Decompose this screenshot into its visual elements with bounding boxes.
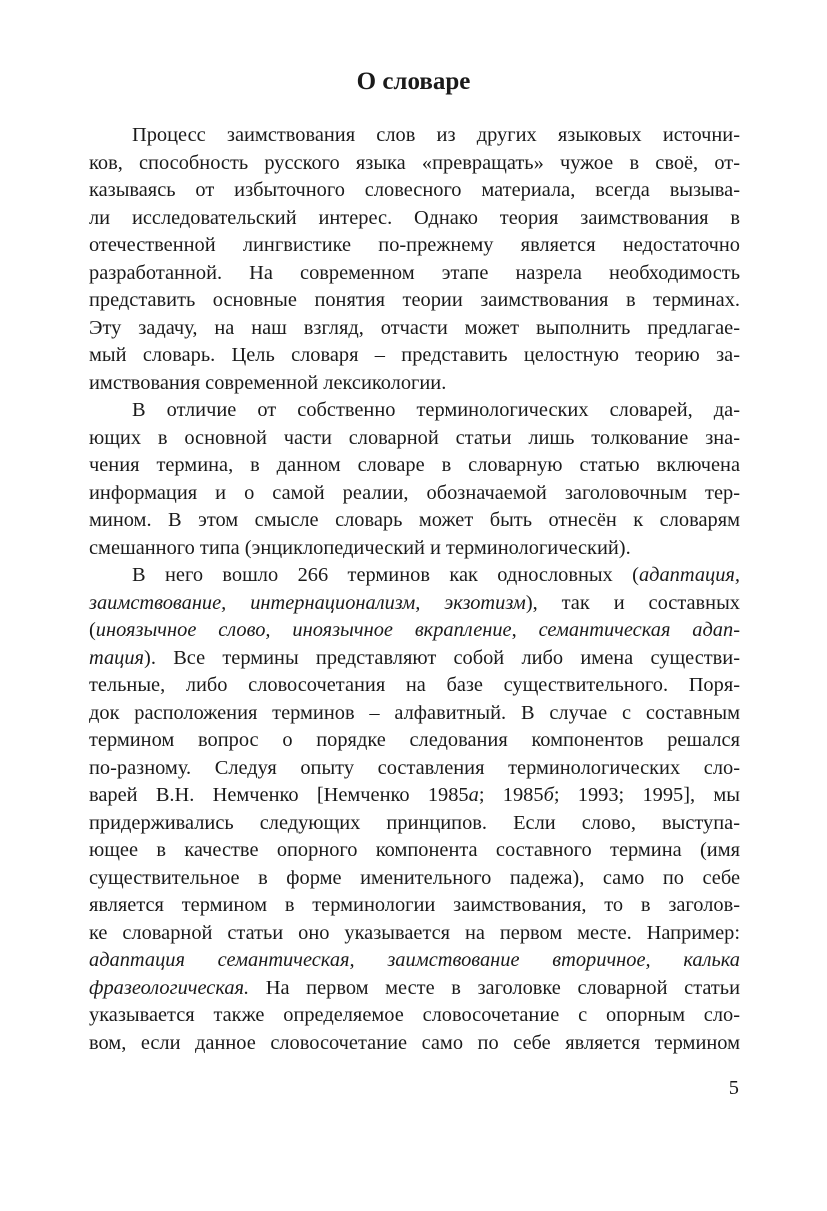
text-segment: разработанной. На современном этапе назрела необходимость xyxy=(89,261,740,284)
text-line xyxy=(89,397,740,425)
text-segment: отечественной лингвистике по-прежнему является недостаточно xyxy=(89,234,740,256)
text-segment: имствования современной лексикологии. xyxy=(89,371,447,394)
text-line xyxy=(89,975,740,1003)
italic-term: иноязычное слово, иноязычное вкрапление xyxy=(95,619,512,641)
text-line xyxy=(89,562,740,590)
text-line xyxy=(89,645,740,673)
text-line xyxy=(89,837,740,865)
text-segment: ющее в качестве опорного компонента составного термина (имя xyxy=(89,839,740,861)
text-segment: ков, способность русского языка «превращать» чужое в своё, от- xyxy=(89,151,740,174)
text-segment: смешанного типа (энциклопедический и терминологический). xyxy=(89,536,631,559)
text-segment: варей В.Н. Немченко [Немченко 1985 xyxy=(89,784,469,806)
text-line xyxy=(89,342,740,370)
italic-term: адаптация, xyxy=(638,564,740,586)
text-segment: ( xyxy=(89,619,96,641)
text-segment: ющих в основной части словарной статьи лишь толкование зна- xyxy=(89,426,740,449)
text-line xyxy=(89,1030,740,1058)
italic-term: заимствование, интернационализм, экзотизм xyxy=(89,591,526,614)
text-segment: придерживались следующих принципов. Если слово, выступа- xyxy=(89,811,740,834)
text-segment: мый словарь. Цель словаря – представить целостную теорию за- xyxy=(89,344,740,366)
text-segment: чения термина, в данном словаре в словарную статью включена xyxy=(89,454,740,476)
text-segment: В отличие от собственно терминологических словарей, да- xyxy=(132,399,740,421)
text-line xyxy=(89,370,740,398)
text-segment: В него вошло 266 терминов как однословных ( xyxy=(132,564,639,586)
italic-term: фразеологическая. xyxy=(89,976,250,999)
text-line xyxy=(89,920,740,948)
text-segment: казываясь от избыточного словесного материала, всегда вызыва- xyxy=(89,179,740,201)
text-line xyxy=(89,590,740,618)
text-line xyxy=(89,150,740,178)
text-line xyxy=(89,755,740,783)
text-line xyxy=(89,865,740,893)
italic-term: адаптация семантическая, заимствование вторичное, калька xyxy=(89,949,740,971)
paragraph xyxy=(89,562,740,1057)
text-line xyxy=(89,205,740,233)
text-segment: , xyxy=(511,619,539,641)
text-segment: представить основные понятия теории заимствования в терминах. xyxy=(89,289,740,311)
text-line xyxy=(89,177,740,205)
paragraph xyxy=(89,122,740,397)
text-line xyxy=(89,617,740,645)
text-segment: тельные, либо словосочетания на базе существительного. Поря- xyxy=(89,674,740,696)
text-segment: мином. В этом смысле словарь может быть отнесён к словарям xyxy=(89,509,740,531)
text-line xyxy=(89,480,740,508)
text-line xyxy=(89,260,740,288)
text-line xyxy=(89,287,740,315)
text-line xyxy=(89,892,740,920)
text-segment: ). Все термины представляют собой либо имена существи- xyxy=(144,646,740,669)
text-line xyxy=(89,535,740,563)
text-segment: ли исследовательский интерес. Однако теория заимствования в xyxy=(89,206,740,229)
text-line xyxy=(89,1002,740,1030)
text-segment: информация и о самой реалии, обозначаемой заголовочным тер- xyxy=(89,481,740,504)
paragraph xyxy=(89,397,740,562)
italic-term: семантическая адап- xyxy=(538,619,740,641)
page-number: 5 xyxy=(728,1077,739,1099)
text-segment: ; 1985 xyxy=(478,784,544,806)
text-line xyxy=(89,700,740,728)
italic-term: б xyxy=(543,784,554,806)
text-line xyxy=(89,122,740,150)
text-line xyxy=(89,232,740,260)
page-title: О словаре xyxy=(356,68,471,95)
text-segment: указывается также определяемое словосочетание с опорным сло- xyxy=(89,1004,740,1026)
text-line xyxy=(89,672,740,700)
text-line xyxy=(89,507,740,535)
text-segment: по-разному. Следуя опыту составления терминологических сло- xyxy=(89,756,740,779)
text-line xyxy=(89,947,740,975)
text-line xyxy=(89,452,740,480)
text-segment: На первом месте в заголовке словарной статьи xyxy=(249,976,740,999)
text-segment: Эту задачу, на наш взгляд, отчасти может выполнить предлагае- xyxy=(89,316,740,339)
text-segment: существительное в форме именительного падежа), само по себе xyxy=(89,866,740,889)
text-line xyxy=(89,315,740,343)
text-line xyxy=(89,810,740,838)
italic-term: тация xyxy=(89,646,145,669)
text-line xyxy=(89,425,740,453)
text-segment: ; 1993; 1995], мы xyxy=(553,784,740,806)
text-segment: док расположения терминов – алфавитный. В случае с составным xyxy=(89,701,740,724)
text-segment: является термином в терминологии заимствования, то в заголов- xyxy=(89,894,740,916)
text-segment: вом, если данное словосочетание само по себе является термином xyxy=(89,1031,740,1054)
body-text xyxy=(89,122,740,1057)
text-segment: термином вопрос о порядке следования компонентов решался xyxy=(89,729,740,751)
text-segment: Процесс заимствования слов из других языковых источни- xyxy=(132,124,740,146)
text-line xyxy=(89,727,740,755)
text-line xyxy=(89,782,740,810)
italic-term: а xyxy=(468,784,479,806)
text-segment: ), так и составных xyxy=(525,591,740,614)
text-segment: ке словарной статьи оно указывается на первом месте. Например: xyxy=(89,921,740,944)
